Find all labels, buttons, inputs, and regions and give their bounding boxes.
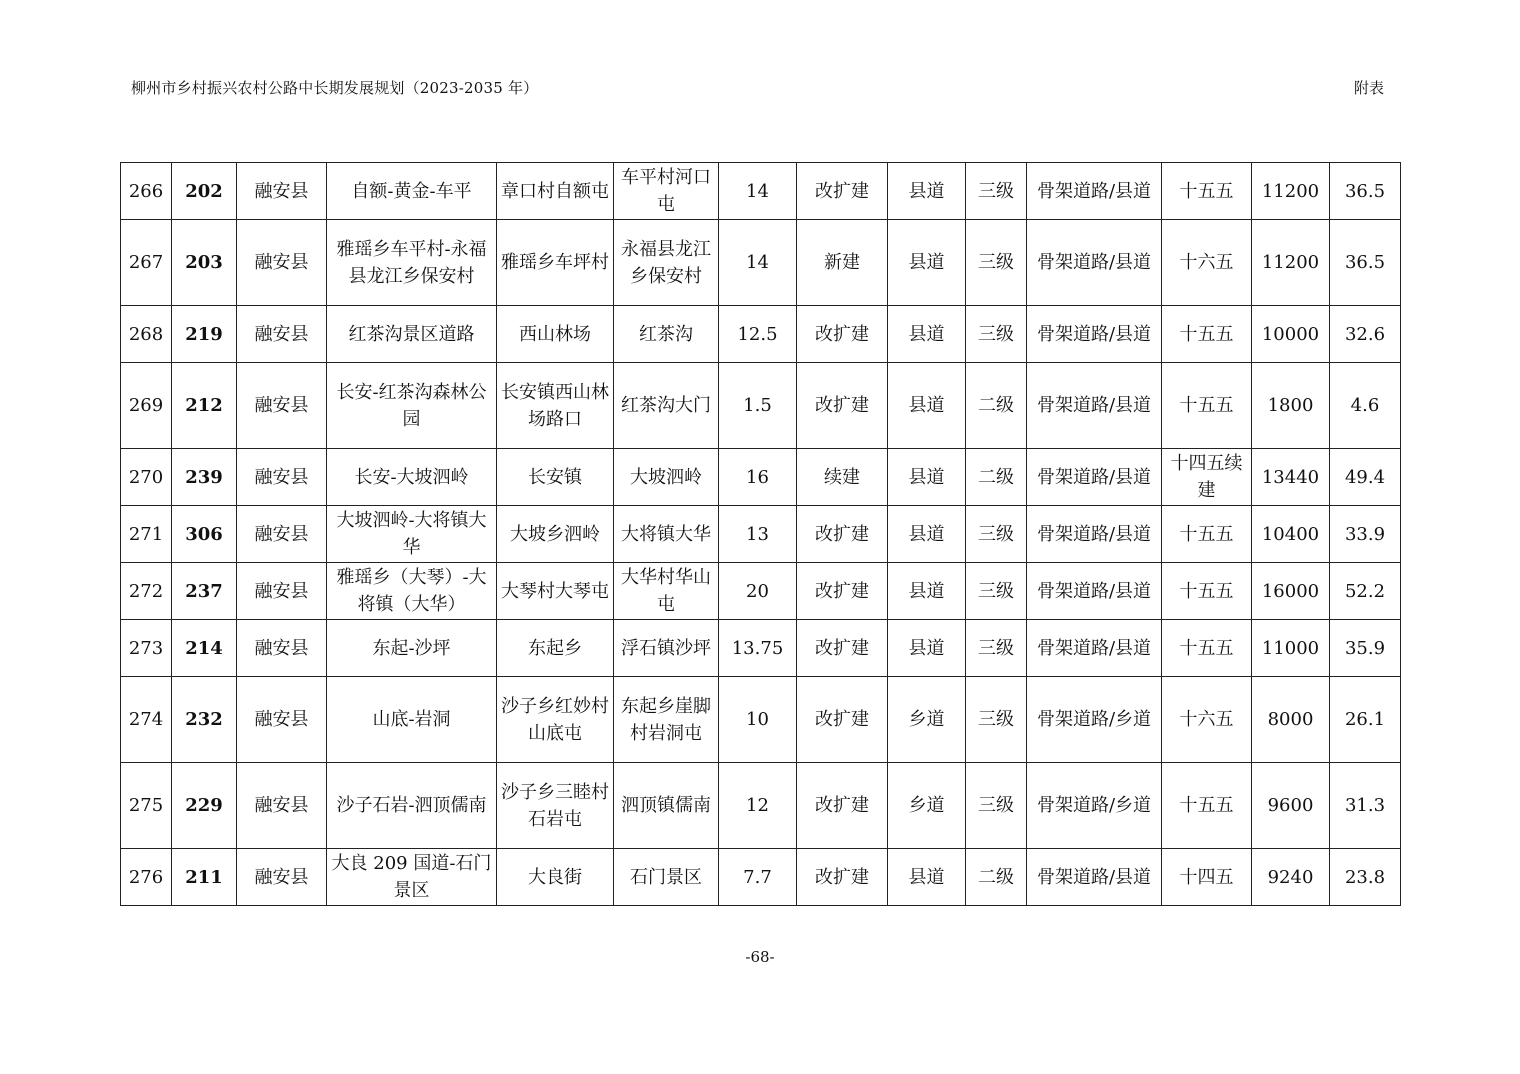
cell-construction-type: 改扩建 [797, 306, 888, 363]
cell-row-number: 266 [121, 163, 172, 220]
cell-route-name: 大良 209 国道-石门景区 [327, 849, 497, 906]
cell-construction-type: 改扩建 [797, 563, 888, 620]
cell-route-code: 237 [172, 563, 237, 620]
cell-route-name: 东起-沙坪 [327, 620, 497, 677]
cell-value: 4.6 [1330, 363, 1401, 449]
cell-road-category: 骨架道路/县道 [1027, 220, 1162, 306]
cell-admin-level: 县道 [888, 363, 966, 449]
cell-row-number: 272 [121, 563, 172, 620]
table-row [121, 849, 1401, 906]
cell-route-code: 212 [172, 363, 237, 449]
cell-county: 融安县 [237, 677, 327, 763]
cell-investment: 11200 [1252, 220, 1330, 306]
cell-admin-level: 县道 [888, 563, 966, 620]
table-row [121, 363, 1401, 449]
cell-row-number: 273 [121, 620, 172, 677]
cell-end-point: 浮石镇沙坪 [614, 620, 719, 677]
cell-county: 融安县 [237, 449, 327, 506]
cell-length-km: 14 [719, 163, 797, 220]
cell-plan-period: 十四五 [1162, 849, 1252, 906]
cell-value: 23.8 [1330, 849, 1401, 906]
cell-end-point: 红茶沟大门 [614, 363, 719, 449]
cell-route-name: 大坡泗岭-大将镇大华 [327, 506, 497, 563]
cell-route-code: 202 [172, 163, 237, 220]
cell-plan-period: 十五五 [1162, 506, 1252, 563]
cell-start-point: 沙子乡三睦村石岩屯 [497, 763, 614, 849]
cell-construction-type: 改扩建 [797, 763, 888, 849]
cell-start-point: 长安镇西山林场路口 [497, 363, 614, 449]
cell-route-code: 239 [172, 449, 237, 506]
cell-technical-grade: 三级 [966, 306, 1027, 363]
cell-start-point: 西山林场 [497, 306, 614, 363]
cell-route-code: 214 [172, 620, 237, 677]
table-row [121, 763, 1401, 849]
cell-length-km: 12 [719, 763, 797, 849]
cell-technical-grade: 三级 [966, 620, 1027, 677]
cell-investment: 10000 [1252, 306, 1330, 363]
cell-value: 36.5 [1330, 220, 1401, 306]
cell-route-name: 雅瑶乡车平村-永福县龙江乡保安村 [327, 220, 497, 306]
cell-construction-type: 改扩建 [797, 849, 888, 906]
cell-construction-type: 改扩建 [797, 506, 888, 563]
cell-investment: 16000 [1252, 563, 1330, 620]
cell-end-point: 大将镇大华 [614, 506, 719, 563]
cell-row-number: 271 [121, 506, 172, 563]
cell-road-category: 骨架道路/乡道 [1027, 763, 1162, 849]
cell-value: 31.3 [1330, 763, 1401, 849]
cell-county: 融安县 [237, 220, 327, 306]
cell-admin-level: 乡道 [888, 677, 966, 763]
cell-end-point: 车平村河口屯 [614, 163, 719, 220]
cell-length-km: 13.75 [719, 620, 797, 677]
cell-route-name: 山底-岩洞 [327, 677, 497, 763]
cell-technical-grade: 三级 [966, 563, 1027, 620]
cell-value: 49.4 [1330, 449, 1401, 506]
cell-start-point: 长安镇 [497, 449, 614, 506]
cell-road-category: 骨架道路/县道 [1027, 306, 1162, 363]
cell-plan-period: 十五五 [1162, 306, 1252, 363]
table-row [121, 620, 1401, 677]
table-row [121, 506, 1401, 563]
road-plan-table [120, 162, 1401, 906]
cell-end-point: 东起乡崖脚村岩洞屯 [614, 677, 719, 763]
table-row [121, 306, 1401, 363]
cell-end-point: 泗顶镇儒南 [614, 763, 719, 849]
cell-value: 26.1 [1330, 677, 1401, 763]
cell-start-point: 东起乡 [497, 620, 614, 677]
cell-construction-type: 续建 [797, 449, 888, 506]
cell-route-name: 雅瑶乡（大琴）-大将镇（大华） [327, 563, 497, 620]
cell-length-km: 7.7 [719, 849, 797, 906]
cell-value: 36.5 [1330, 163, 1401, 220]
cell-technical-grade: 三级 [966, 506, 1027, 563]
cell-road-category: 骨架道路/县道 [1027, 620, 1162, 677]
page-number: -68- [745, 948, 775, 966]
cell-investment: 13440 [1252, 449, 1330, 506]
cell-route-code: 229 [172, 763, 237, 849]
cell-road-category: 骨架道路/县道 [1027, 563, 1162, 620]
cell-plan-period: 十五五 [1162, 620, 1252, 677]
cell-route-code: 211 [172, 849, 237, 906]
cell-row-number: 270 [121, 449, 172, 506]
cell-road-category: 骨架道路/县道 [1027, 506, 1162, 563]
cell-length-km: 10 [719, 677, 797, 763]
cell-start-point: 沙子乡红妙村山底屯 [497, 677, 614, 763]
cell-length-km: 1.5 [719, 363, 797, 449]
cell-length-km: 16 [719, 449, 797, 506]
cell-start-point: 章口村自额屯 [497, 163, 614, 220]
cell-route-code: 232 [172, 677, 237, 763]
cell-plan-period: 十四五续建 [1162, 449, 1252, 506]
cell-route-name: 红茶沟景区道路 [327, 306, 497, 363]
cell-investment: 11000 [1252, 620, 1330, 677]
cell-admin-level: 县道 [888, 506, 966, 563]
cell-start-point: 大良街 [497, 849, 614, 906]
cell-county: 融安县 [237, 506, 327, 563]
cell-start-point: 雅瑶乡车坪村 [497, 220, 614, 306]
table-row [121, 163, 1401, 220]
cell-technical-grade: 三级 [966, 163, 1027, 220]
cell-route-name: 长安-大坡泗岭 [327, 449, 497, 506]
cell-road-category: 骨架道路/县道 [1027, 449, 1162, 506]
cell-technical-grade: 二级 [966, 449, 1027, 506]
cell-technical-grade: 二级 [966, 363, 1027, 449]
cell-plan-period: 十五五 [1162, 363, 1252, 449]
cell-value: 35.9 [1330, 620, 1401, 677]
cell-technical-grade: 二级 [966, 849, 1027, 906]
cell-county: 融安县 [237, 363, 327, 449]
cell-county: 融安县 [237, 163, 327, 220]
cell-admin-level: 县道 [888, 306, 966, 363]
cell-road-category: 骨架道路/县道 [1027, 849, 1162, 906]
cell-admin-level: 乡道 [888, 763, 966, 849]
cell-construction-type: 改扩建 [797, 620, 888, 677]
cell-construction-type: 新建 [797, 220, 888, 306]
cell-row-number: 274 [121, 677, 172, 763]
cell-county: 融安县 [237, 563, 327, 620]
cell-admin-level: 县道 [888, 220, 966, 306]
cell-start-point: 大坡乡泗岭 [497, 506, 614, 563]
cell-row-number: 267 [121, 220, 172, 306]
table-row [121, 563, 1401, 620]
cell-technical-grade: 三级 [966, 677, 1027, 763]
cell-road-category: 骨架道路/乡道 [1027, 677, 1162, 763]
cell-route-code: 306 [172, 506, 237, 563]
cell-road-category: 骨架道路/县道 [1027, 363, 1162, 449]
cell-construction-type: 改扩建 [797, 363, 888, 449]
cell-county: 融安县 [237, 306, 327, 363]
cell-investment: 8000 [1252, 677, 1330, 763]
cell-road-category: 骨架道路/县道 [1027, 163, 1162, 220]
cell-length-km: 20 [719, 563, 797, 620]
cell-start-point: 大琴村大琴屯 [497, 563, 614, 620]
cell-admin-level: 县道 [888, 849, 966, 906]
cell-row-number: 269 [121, 363, 172, 449]
cell-county: 融安县 [237, 849, 327, 906]
cell-end-point: 红茶沟 [614, 306, 719, 363]
cell-row-number: 275 [121, 763, 172, 849]
cell-admin-level: 县道 [888, 163, 966, 220]
cell-value: 32.6 [1330, 306, 1401, 363]
cell-plan-period: 十六五 [1162, 220, 1252, 306]
cell-end-point: 石门景区 [614, 849, 719, 906]
cell-route-name: 自额-黄金-车平 [327, 163, 497, 220]
document-header-title: 柳州市乡村振兴农村公路中长期发展规划（2023-2035 年） [131, 79, 539, 97]
cell-length-km: 14 [719, 220, 797, 306]
cell-end-point: 永福县龙江乡保安村 [614, 220, 719, 306]
cell-plan-period: 十五五 [1162, 163, 1252, 220]
cell-row-number: 268 [121, 306, 172, 363]
cell-row-number: 276 [121, 849, 172, 906]
cell-plan-period: 十六五 [1162, 677, 1252, 763]
cell-county: 融安县 [237, 620, 327, 677]
cell-construction-type: 改扩建 [797, 677, 888, 763]
cell-investment: 10400 [1252, 506, 1330, 563]
cell-end-point: 大坡泗岭 [614, 449, 719, 506]
cell-route-name: 沙子石岩-泗顶儒南 [327, 763, 497, 849]
cell-investment: 11200 [1252, 163, 1330, 220]
cell-admin-level: 县道 [888, 620, 966, 677]
table-row [121, 220, 1401, 306]
cell-plan-period: 十五五 [1162, 763, 1252, 849]
document-header-section: 附表 [1353, 79, 1384, 97]
cell-technical-grade: 三级 [966, 763, 1027, 849]
cell-value: 52.2 [1330, 563, 1401, 620]
cell-route-code: 203 [172, 220, 237, 306]
cell-length-km: 12.5 [719, 306, 797, 363]
cell-technical-grade: 三级 [966, 220, 1027, 306]
cell-plan-period: 十五五 [1162, 563, 1252, 620]
table-body [121, 163, 1401, 906]
cell-length-km: 13 [719, 506, 797, 563]
cell-value: 33.9 [1330, 506, 1401, 563]
cell-county: 融安县 [237, 763, 327, 849]
cell-route-code: 219 [172, 306, 237, 363]
table-row [121, 677, 1401, 763]
cell-construction-type: 改扩建 [797, 163, 888, 220]
cell-route-name: 长安-红茶沟森林公园 [327, 363, 497, 449]
cell-admin-level: 县道 [888, 449, 966, 506]
table-row [121, 449, 1401, 506]
cell-investment: 9240 [1252, 849, 1330, 906]
cell-investment: 1800 [1252, 363, 1330, 449]
cell-investment: 9600 [1252, 763, 1330, 849]
cell-end-point: 大华村华山屯 [614, 563, 719, 620]
